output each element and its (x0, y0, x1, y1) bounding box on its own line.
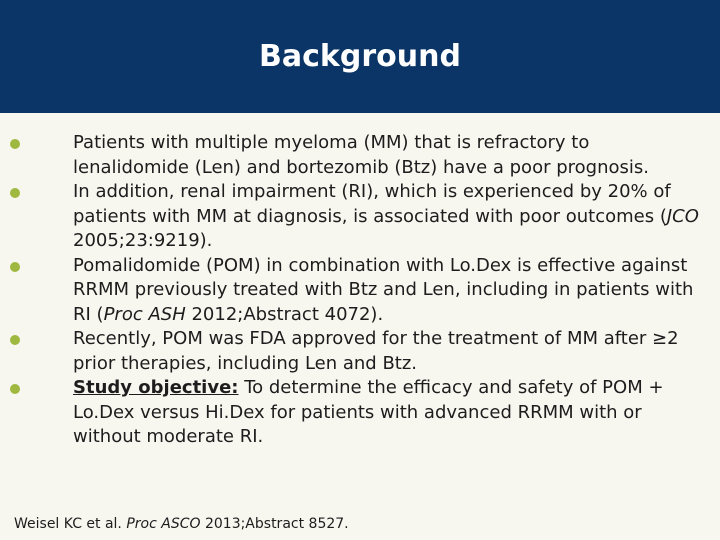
bullet-list (0, 131, 720, 450)
slide-title: Background (259, 39, 461, 74)
bullet-text-tail: 2012;Abstract 4072). (185, 303, 384, 325)
bullet-item (0, 376, 720, 450)
bullet-item (0, 327, 720, 376)
bullet-item (0, 131, 720, 180)
bullet-dot-icon (10, 188, 20, 198)
bullet-text: Recently, POM was FDA approved for the treatment of MM after ≥2 prior therapies, including Len and Btz. (73, 328, 679, 374)
bullet-item (0, 254, 720, 328)
citation-ref: 2013;Abstract 8527. (200, 516, 349, 532)
bullet-text-tail: 2005;23:9219). (73, 230, 213, 251)
bullet-dot-icon (10, 335, 20, 345)
bullet-dot-icon (10, 139, 20, 149)
journal-name: JCO (666, 205, 699, 227)
citation-journal: Proc ASCO (126, 516, 201, 532)
citation (14, 515, 349, 533)
bullet-item (0, 180, 720, 254)
study-objective-label: Study objective: (73, 377, 239, 398)
bullet-text: Pomalidomide (POM) in combination with Lo.Dex is effective against RRMM previously treated with Btz and Len, including in patients with RI ( (73, 254, 694, 325)
bullet-text-tail: To determine the efficacy and safety of POM + Lo.Dex versus Hi.Dex for patients with advanced RRMM with or without moderate RI. (73, 377, 664, 447)
bullet-dot-icon (10, 262, 20, 272)
bullet-text: In addition, renal impairment (RI), which is experienced by 20% of patients with MM at diagnosis, is associated with poor outcomes ( (73, 181, 671, 227)
journal-name: Proc ASH (103, 303, 186, 325)
citation-authors: Weisel KC et al. (14, 516, 127, 532)
bullet-text: Patients with multiple myeloma (MM) that is refractory to lenalidomide (Len) and bortezomib (Btz) have a poor prognosis. (73, 132, 649, 178)
bullet-dot-icon (10, 384, 20, 394)
